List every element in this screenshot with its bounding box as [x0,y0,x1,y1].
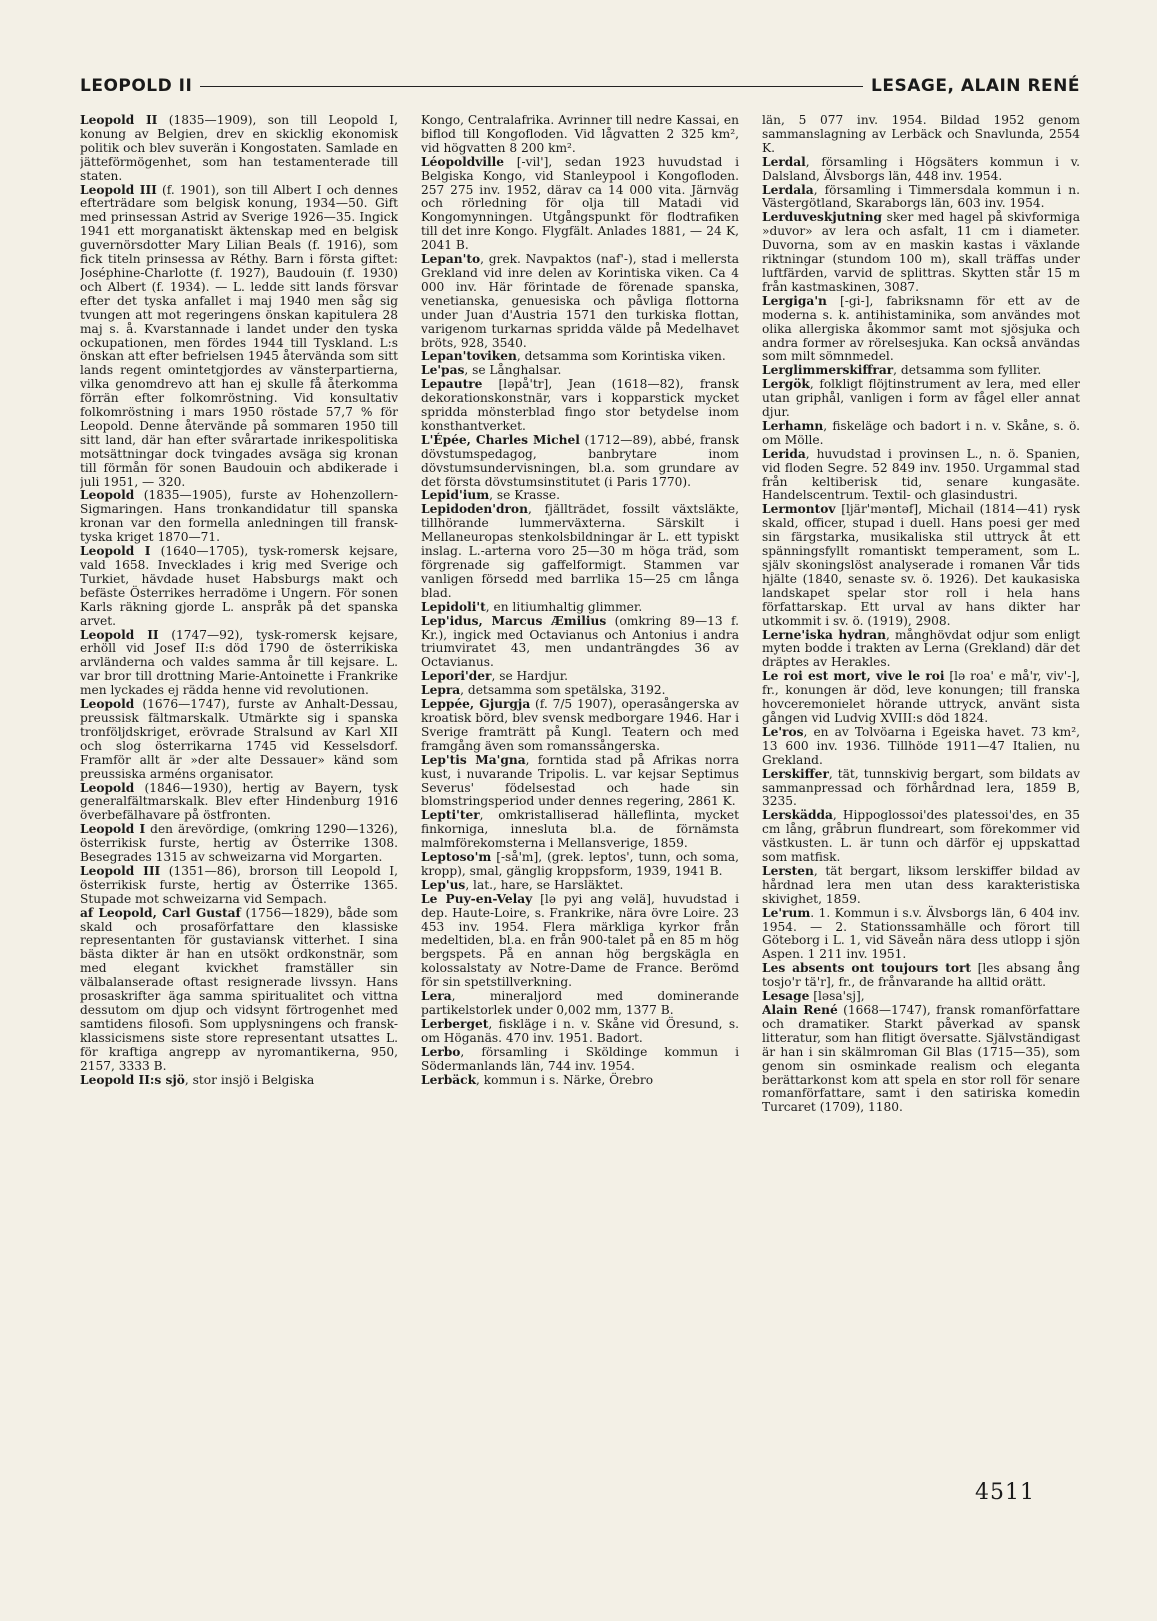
entry-headword: Leptoso'm [421,850,492,865]
entry-text: , tät bergart, liksom lerskiffer bildad av hårdnad lera men utan dess karakteristiska skivighet, 1859. [762,863,1080,906]
entry-text: sker med hagel på skivformiga »duvor» av lera och asfalt, 11 cm i diameter. Duvorna, som av en maskin kastas i växlande riktningar (stundom 100 m), skall träffas under luftfärden, varvid de splittras. Skytten står 15 m från kastmaskinen, 3087. [762,210,1080,294]
entry-headword: Lepid'ium [421,488,490,503]
dictionary-entry [421,253,739,350]
dictionary-entry [80,823,398,865]
dictionary-entry [421,698,739,754]
entry-text: [-gi-], fabriksnamn för ett av de moderna s. k. antihistaminika, som användes mot olika allergiska åkommor samt mot sjösjuka och andra former av rörelsesjuka. Kan också användas som milt sömnmedel. [762,293,1080,364]
entry-text: (f. 1901), son till Albert I och dennes efterträdare som belgisk konung, 1934—50. Gift med prinsessan Astrid av Sverige 1926—35. Ingick 1941 ett morganatiskt äktenskap med en belgisk guvernörsdotter Mary Lilian Beals (f. 1916), som fick titeln prinsessa av Réthy. Barn i första giftet: Joséphine-Charlotte (f. 1927), Baudouin (f. 1930) och Albert (f. 1934). — L. ledde sitt lands försvar efter det tyska anfallet i maj 1940 men såg sig tvungen att mot regeringens önskan kapitulera 28 maj s. å. Kvarstannade i landet under den tyska ockupationen, men fördes 1944 till Tyskland. L:s önskan att efter befrielsen 1945 återvända som sitt lands regent omintetgjordes av vänsterpartierna, vilka genomdrevo att han ej skulle få återkomma förrän efter folkomröstning. Vid konsultativ folkomröstning i mars 1950 röstade 57,7 % för Leopold. Denne återvände på sommaren 1950 till sitt land, där han efter svårartade inrikespolitiska motsättningar dock tvingades avsäga sig kronan till förmån för sonen Baudouin och abdikerade i juli 1951, — 320. [80,182,398,489]
entry-headword: Le'pas [421,363,465,378]
dictionary-entry [762,990,1080,1004]
dictionary-entry [762,726,1080,768]
dictionary-entry [421,879,739,893]
entry-text: , månghövdat odjur som enligt myten bodde i trakten av Lerna (Grekland) där det dräptes av Herakles. [762,627,1080,670]
entry-headword: Leopold II [80,627,159,642]
entry-text: [-vil'], sedan 1923 huvudstad i Belgiska Kongo, vid Stanleypool i Kongofloden. 257 275 inv. 1952, därav ca 14 000 vita. Järnväg och rörledning för olja till Matadi vid Kongomynningen. Utgångspunkt för flodtrafiken till det inre Kongo. Flygfält. Anlades 1881, — 24 K, 2041 B. [421,154,739,253]
entry-text: [ləpå'tr], Jean (1618—82), fransk dekorationskonstnär, vars i kopparstick mycket spridda mönsterblad fingo stor betydelse inom konsthantverket. [421,377,739,433]
entry-headword: Lepidoli't [421,599,486,614]
entry-headword: Leopold III [80,182,157,197]
entry-headword: Lepautre [421,377,483,392]
entry-headword: Lerdal [762,154,806,169]
entry-headword: Lerglimmerskiffrar [762,363,894,378]
dictionary-entry [80,114,398,184]
entry-text: , mineraljord med dominerande partikelstorlek under 0,002 mm, 1377 B. [421,989,739,1017]
column-3 [762,114,1080,1444]
entry-text: (1835—1909), son till Leopold I, konung av Belgien, drev en skicklig ekonomisk politik och blev suverän i Kongostaten. Samlade en jätteförmögenhet, som han testamenterade till staten. [80,114,398,183]
dictionary-entry [762,211,1080,294]
entry-headword: Leopold [80,488,135,503]
entry-text: , tät, tunnskivig bergart, som bildats av sammanpressad och förhårdnad lera, 1859 B, 3235. [762,766,1080,809]
dictionary-entry [80,489,398,545]
dictionary-entry [80,629,398,699]
running-header [80,74,1080,98]
entry-text: , forntida stad på Afrikas norra kust, i nuvarande Tripolis. L. var kejsar Septimus Severus' födelsestad och hade sin blomstringsperiod under dennes regering, 2861 K. [421,752,739,809]
entry-headword: af Leopold, Carl Gustaf [80,905,241,920]
entry-text: Kongo, Centralafrika. Avrinner till nedre Kassai, en biflod till Kongofloden. Vid lågvatten 2 325 km², vid högvatten 8 200 km². [421,114,739,155]
entry-headword: Leopold [80,780,135,795]
entry-text: , huvudstad i provinsen L., n. ö. Spanien, vid floden Segre. 52 849 inv. 1950. Urgammal stad från keltiberisk tid, senare kungasäte. Handelscentrum. Textil- och glasindustri. [762,446,1080,503]
entry-text: [-så'm], (grek. leptos', tunn, och soma, kropp), smal, gänglig kroppsform, 1939, 1941 B. [421,850,739,878]
entry-text: (1640—1705), tysk-romersk kejsare, vald 1658. Invecklades i krig med Sverige och Turkiet, hävdade huset Habsburgs makt och befäste Österrikes herradöme i Ungern. För sonen Karls räkning gjorde L. anspråk på det spanska arvet. [80,544,398,628]
entry-headword: Lersten [762,863,814,878]
column-1 [80,114,398,1444]
entry-text: , församling i Sköldinge kommun i Södermanlands län, 744 inv. 1954. [421,1044,739,1073]
dictionary-entry [421,378,739,434]
dictionary-entry [762,629,1080,671]
entry-text: (1676—1747), furste av Anhalt-Dessau, preussisk fältmarskalk. Utmärkte sig i spanska tronföljdskriget, erövrade Stralsund av Karl XII och slog österrikarna 1745 vid Kesselsdorf. Framför allt är »der alte Dessauer» känd som preussiska arméns organisator. [80,697,398,781]
entry-text: , församling i Högsäters kommun i v. Dalsland, Älvsborgs län, 448 inv. 1954. [762,154,1080,183]
entry-headword: Lerhamn [762,418,824,433]
dictionary-entry [421,601,739,615]
entry-headword: Leopold II [80,114,158,127]
entry-headword: Lep'tis Ma'gna [421,752,526,767]
dictionary-entry [80,698,398,781]
entry-text: [les absang ång tosjo'r tä'r], fr., de frånvarande ha alltid orätt. [762,961,1080,990]
entry-text: , lat., hare, se Harsläktet. [465,877,624,892]
entry-text: , se Långhalsar. [464,363,562,378]
entry-text: . 1. Kommun i s.v. Älvsborgs län, 6 404 inv. 1954. — 2. Stationssamhälle och förort till Göteborg i L. 1, vid Säveån nära dess utlopp i sjön Aspen. 1 211 inv. 1951. [762,905,1080,962]
entry-headword: Leopold III [80,863,161,878]
dictionary-entry [421,893,739,990]
entry-headword: L'Épée, Charles Michel [421,432,580,447]
entry-headword: Lerida [762,446,806,461]
entry-headword: Lerberget [421,1016,489,1031]
entry-headword: Le'ros [762,724,804,739]
dictionary-entry [421,434,739,490]
entry-text: [lə pyi ang vəlä], huvudstad i dep. Haute-Loire, s. Frankrike, nära övre Loire. 23 453 inv. 1954. Flera märkliga kyrkor från medeltiden, bl.a. en från 900-talet på en 85 m hög bergspets. På en annan hög bergskägla en kolossalstaty av Notre-Dame de France. Berömd för sin spetstillverkning. [421,891,739,990]
dictionary-entry [421,851,739,879]
entry-text: [lə roa' e må'r, viv'-], fr., konungen är död, leve konungen; till franska hovceremonielet hörande uttryck, använt sista gången vid Ludvig XVIII:s död 1824. [762,669,1080,725]
entry-headword: Alain René [762,1003,838,1017]
entry-text: [ljär'məntəf], Michail (1814—41) rysk skald, officer, stupad i duell. Hans poesi ger med sin färgstarka, musikaliska stil uttryck åt ett spänningsfyllt romantiskt temperament, som L. själv skoningslöst analyserade i romanen Vår tids hjälte (1840, senaste sv. ö. 1926). Det kaukasiska landskapet spelar stor roll i hela hans författarskap. Ett urval av hans dikter har utkommit i sv. ö. (1919), 2908. [762,502,1080,628]
entry-headword: Lermontov [762,502,836,517]
dictionary-entry [762,768,1080,810]
entry-text: (1846—1930), hertig av Bayern, tysk generalfältmarskalk. Blev efter Hindenburg 1916 överbefälhavare på östfronten. [80,780,398,823]
entry-text: den ärevördige, (omkring 1290—1326), österrikisk furste, hertig av Österrike 1308. Besegrades 1315 av schweizarna vid Morgarten. [80,822,398,865]
dictionary-entry [80,1074,398,1088]
entry-headword: Lesage [762,989,810,1004]
entry-text: , detsamma som Korintiska viken. [516,349,726,364]
entry-text: , stor insjö i Belgiska [184,1072,315,1087]
dictionary-entry [421,1018,739,1046]
page-number: 4511 [975,1480,1035,1505]
entry-headword: Lerne'iska hydran [762,627,887,642]
header-right-guide-word: LESAGE, ALAIN RENÉ [871,76,1080,96]
dictionary-entry [762,907,1080,963]
entry-headword: Lergiga'n [762,293,827,308]
dictionary-entry [762,865,1080,907]
entry-text: län, 5 077 inv. 1954. Bildad 1952 genom sammanslagning av Lerbäck och Snavlunda, 2554 K. [762,114,1080,155]
dictionary-entry [421,754,739,810]
entry-headword: Lerbäck [421,1072,477,1087]
entry-text: (1835—1905), furste av Hohenzollern-Sigmaringen. Hans tronkandidatur till spanska kronan var den formella anledningen till fransk-tyska kriget 1870—71. [80,488,398,545]
dictionary-entry [762,670,1080,726]
entry-headword: Lerskädda [762,808,833,823]
entry-headword: Le roi est mort, vive le roi [762,669,945,684]
dictionary-entry [80,545,398,628]
column-2 [421,114,739,1444]
dictionary-entry [421,990,739,1018]
entry-text: , detsamma som spetälska, 3192. [460,683,666,698]
entry-text: [ləsa'sj], [809,989,865,1004]
header-rule [200,86,863,87]
entry-text: , en av Tolvöarna i Egeiska havet. 73 km², 13 600 inv. 1936. Tillhöde 1911—47 Italien, nu Grekland. [762,724,1080,767]
dictionary-entry [762,364,1080,378]
dictionary-entry [421,114,739,156]
dictionary-entry [421,489,739,503]
entry-headword: Lepan'toviken [421,349,517,364]
entry-headword: Lep'us [421,877,466,892]
entry-headword: Leopold I [80,822,146,837]
entry-text: , detsamma som fylliter. [893,363,1042,378]
entry-text: , se Krasse. [489,488,561,503]
dictionary-entry [421,503,739,600]
entry-text: , se Hardjur. [491,669,569,684]
entry-headword: Lerskiffer [762,766,829,781]
entry-headword: Le Puy-en-Velay [421,891,533,906]
dictionary-entry [421,670,739,684]
dictionary-entry [762,156,1080,184]
entry-headword: Lepan'to [421,252,481,267]
entry-text: , en litiumhaltig glimmer. [485,599,643,614]
dictionary-entry [421,615,739,671]
dictionary-entry [80,782,398,824]
entry-text: , fiskeläge och badort i n. v. Skåne, s. ö. om Mölle. [762,418,1080,447]
dictionary-entry [80,184,398,490]
dictionary-entry [762,114,1080,156]
dictionary-entry [762,503,1080,628]
entry-headword: Leppée, Gjurgja [421,697,531,712]
entry-text: , fiskläge i n. v. Skåne vid Öresund, s. om Höganäs. 470 inv. 1951. Badort. [421,1016,739,1045]
entry-text: , grek. Navpaktos (naf'-), stad i mellersta Grekland vid inre delen av Korintiska viken. Ca 4 000 inv. Här förintade de förenade spanska, venetianska, genuesiska och påvliga flottorna under Juan d'Austria 1571 den turkiska flottan, varigenom turkarnas spridda välde på Medelhavet bröts, 928, 3540. [421,252,739,350]
entry-headword: Léopoldville [421,154,504,169]
entry-headword: Lepra [421,683,461,698]
entry-headword: Lerduveskjutning [762,210,883,225]
entry-headword: Le'rum [762,905,811,920]
entry-headword: Les absents ont toujours tort [762,961,972,976]
entry-headword: Lerdala [762,182,814,197]
dictionary-entry [421,1046,739,1074]
dictionary-entry [80,907,398,1074]
dictionary-entry [762,184,1080,212]
entry-headword: Lergök [762,377,810,392]
dictionary-entry [762,1004,1080,1115]
dictionary-entry [762,420,1080,448]
entry-text: , kommun i s. Närke, Örebro [476,1072,654,1087]
dictionary-entry [421,684,739,698]
dictionary-entry [421,809,739,851]
entry-text: , omkristalliserad hälleflinta, mycket finkorniga, innesluta bl.a. de förnämsta malmförekomsterna i Mellansverige, 1859. [421,808,739,851]
dictionary-entry [80,865,398,907]
entry-text: , fjällträdet, fossilt växtsläkte, tillhörande lummerväxterna. Särskilt i Mellaneuropas stenkolsbildningar är L. ett typiskt inslag. L.-arterna voro 25—30 m höga träd, som förgrenade sig gaffelformigt. Stammen var vanligen försedd med barrlika 15—25 cm långa blad. [421,502,739,600]
dictionary-entry [762,448,1080,504]
entry-headword: Lepidoden'dron [421,502,528,517]
entry-text: (1747—92), tysk-romersk kejsare, erhöll vid Josef II:s död 1790 de österrikiska arvländerna och valdes samma år till kejsare. L. var bror till drottning Marie-Antoinette i Frankrike men lyckades ej rädda henne vid revolutionen. [80,627,398,698]
entry-text: (omkring 89—13 f. Kr.), ingick med Octavianus och Antonius i andra triumviratet 43, men undanträngdes 36 av Octavianus. [421,613,739,670]
entry-headword: Leopold I [80,544,151,559]
entry-text: , folkligt flöjtinstrument av lera, med eller utan griphål, vanligen i form av fågel eller annat djur. [762,377,1080,420]
entry-text: (1756—1829), både som skald och prosaförfattare den klassiske representanten för gustaviansk vitterhet. I sina bästa dikter är han en utsökt ordkonstnär, som med elegant kvickhet framställer sin välbalanserade oftast resignerade livssyn. Hans prosaskrifter äga samma spiritualitet och vittna dessutom om djup och vidsynt förtrogenhet med samtidens filosofi. Som upplysningens och fransk-klassicismens siste store representant utsattes L. för kraftiga angrepp av nyromantikerna, 950, 2157, 3333 B. [80,905,398,1073]
dictionary-entry [762,809,1080,865]
dictionary-entry [421,156,739,253]
dictionary-entry [421,1074,739,1088]
entry-text: (1712—89), abbé, fransk dövstumspedagog, banbrytare inom dövstumsundervisningen, bl.a. som grundare av det första dövstumsinstitutet (i Paris 1770). [421,432,739,489]
entry-headword: Lepti'ter [421,808,480,823]
entry-text: (1668—1747), fransk romanförfattare och dramatiker. Starkt påverkad av spansk litteratur, som han flitigt översatte. Självständigast är han i sin skälmroman Gil Blas (1715—35), som genom sin osminkade realism och eleganta berättarkonst kom att spela en stor roll för senare romanförfattare, samt i den satiriska komedin Turcaret (1709), 1180. [762,1003,1080,1115]
text-columns [80,114,1080,1444]
entry-text: , församling i Timmersdala kommun i n. Västergötland, Skaraborgs län, 603 inv. 1954. [762,182,1080,211]
dictionary-entry [762,295,1080,365]
dictionary-entry [762,962,1080,990]
entry-headword: Lera [421,989,452,1004]
entry-headword: Leopold [80,697,135,712]
entry-text: , Hippoglossoi'des platessoi'des, en 35 cm lång, gråbrun flundreart, som förekommer vid västkusten. L. är tunn och därför ej uppskattad som matfisk. [762,808,1080,865]
entry-text: (f. 7/5 1907), operasångerska av kroatisk börd, blev svensk medborgare 1946. Har i Sverige framträtt på Kungl. Teatern och med framgång även som romanssångerska. [421,697,739,753]
entry-headword: Leopold II:s sjö [80,1072,185,1087]
entry-headword: Lepori'der [421,669,492,684]
entry-text: (1351—86), brorson till Leopold I, österrikisk furste, hertig av Österrike 1365. Stupade mot schweizarna vid Sempach. [80,863,398,906]
entry-headword: Lerbo [421,1044,461,1059]
dictionary-entry [762,378,1080,420]
entry-headword: Lep'idus, Marcus Æmilius [421,613,607,628]
header-left-guide-word: LEOPOLD II [80,76,193,96]
